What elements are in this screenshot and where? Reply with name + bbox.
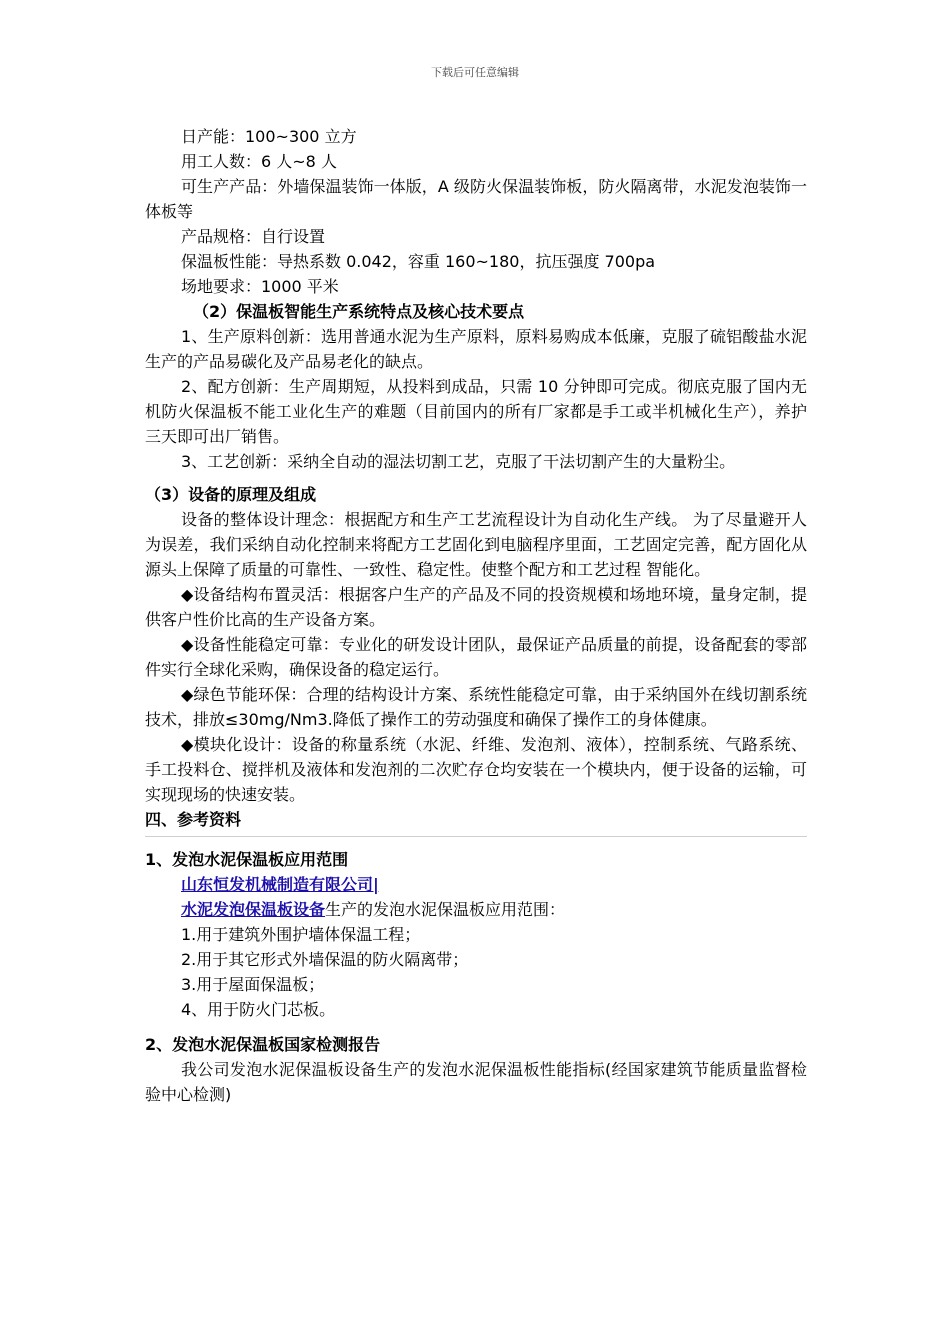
section2-heading: （2）保温板智能生产系统特点及核心技术要点	[193, 302, 525, 321]
company-line	[145, 872, 807, 897]
reference-2-heading: 2、发泡水泥保温板国家检测报告	[145, 1035, 381, 1054]
section3-bullet-3: ◆绿色节能环保：合理的结构设计方案、系统性能稳定可靠，由于采纳国外在线切割系统技术，排放≤30mg/Nm3.降低了操作工的劳动强度和确保了操作工的身体健康。	[145, 685, 807, 729]
spec-product-size: 产品规格：自行设置	[181, 227, 326, 246]
document-body	[145, 124, 807, 1107]
section2-item-3: 3、工艺创新：采纳全自动的湿法切割工艺，克服了干法切割产生的大量粉尘。	[181, 452, 736, 471]
use-item: 2.用于其它形式外墙保温的防火隔离带；	[181, 950, 469, 969]
page-header-note: 下载后可任意编辑	[431, 66, 519, 79]
section3-bullet-4: ◆模块化设计：设备的称量系统（水泥、纤维、发泡剂、液体），控制系统、气路系统、手工投料仓、搅拌机及液体和发泡剂的二次贮存仓均安装在一个模块内，便于设备的运输，可实现现场的快速安装。	[145, 735, 807, 804]
use-item: 4、用于防火门芯板。	[181, 1000, 336, 1019]
section3-bullet-2: ◆设备性能稳定可靠：专业化的研发设计团队，最保证产品质量的前提，设备配套的零部件实行全球化采购，确保设备的稳定运行。	[145, 635, 807, 679]
section3-bullet-1: ◆设备结构布置灵活：根据客户生产的产品及不同的投资规模和场地环境，量身定制，提供客户性价比高的生产设备方案。	[145, 585, 807, 629]
report-text: 我公司发泡水泥保温板设备生产的发泡水泥保温板性能指标(经国家建筑节能质量监督检验中心检测)	[145, 1060, 807, 1104]
section3-intro: 设备的整体设计理念：根据配方和生产工艺流程设计为自动化生产线。 为了尽量避开人为误差，我们采纳自动化控制来将配方工艺固化到电脑程序里面，工艺固定完善，配方固化从源头上保障了质量的可靠性、一致性、稳定性。使整个配方和工艺过程 智能化。	[145, 510, 807, 579]
spec-products: 可生产产品：外墙保温装饰一体版，A 级防火保温装饰板，防火隔离带，水泥发泡装饰一体板等	[145, 177, 807, 221]
spec-workers: 用工人数：6 人~8 人	[181, 152, 337, 171]
company-link[interactable]: 山东恒发机械制造有限公司|	[181, 875, 379, 894]
spec-daily-capacity: 日产能：100~300 立方	[181, 127, 357, 146]
use-item: 3.用于屋面保温板；	[181, 975, 325, 994]
section-divider	[145, 836, 807, 837]
use-item: 1.用于建筑外围护墙体保温工程；	[181, 925, 421, 944]
equipment-link[interactable]: 水泥发泡保温板设备	[181, 900, 326, 919]
equipment-line-text: 生产的发泡水泥保温板应用范围：	[325, 900, 566, 919]
section2-item-2: 2、配方创新：生产周期短，从投料到成品，只需 10 分钟即可完成。彻底克服了国内无机防火保温板不能工业化生产的难题（目前国内的所有厂家都是手工或半机械化生产），养护三天即可出厂销售。	[145, 377, 807, 446]
section2-item-1: 1、生产原料创新：选用普通水泥为生产原料，原料易购成本低廉，克服了硫铝酸盐水泥生产的产品易碳化及产品易老化的缺点。	[145, 327, 807, 371]
spec-board-performance: 保温板性能：导热系数 0.042，容重 160~180，抗压强度 700pa	[181, 252, 656, 271]
equipment-line	[145, 897, 807, 922]
reference-1-heading: 1、发泡水泥保温板应用范围	[145, 850, 349, 869]
section3-heading: （3）设备的原理及组成	[145, 485, 317, 504]
spec-site-requirement: 场地要求：1000 平米	[181, 277, 339, 296]
section4-heading: 四、参考资料	[145, 810, 242, 829]
